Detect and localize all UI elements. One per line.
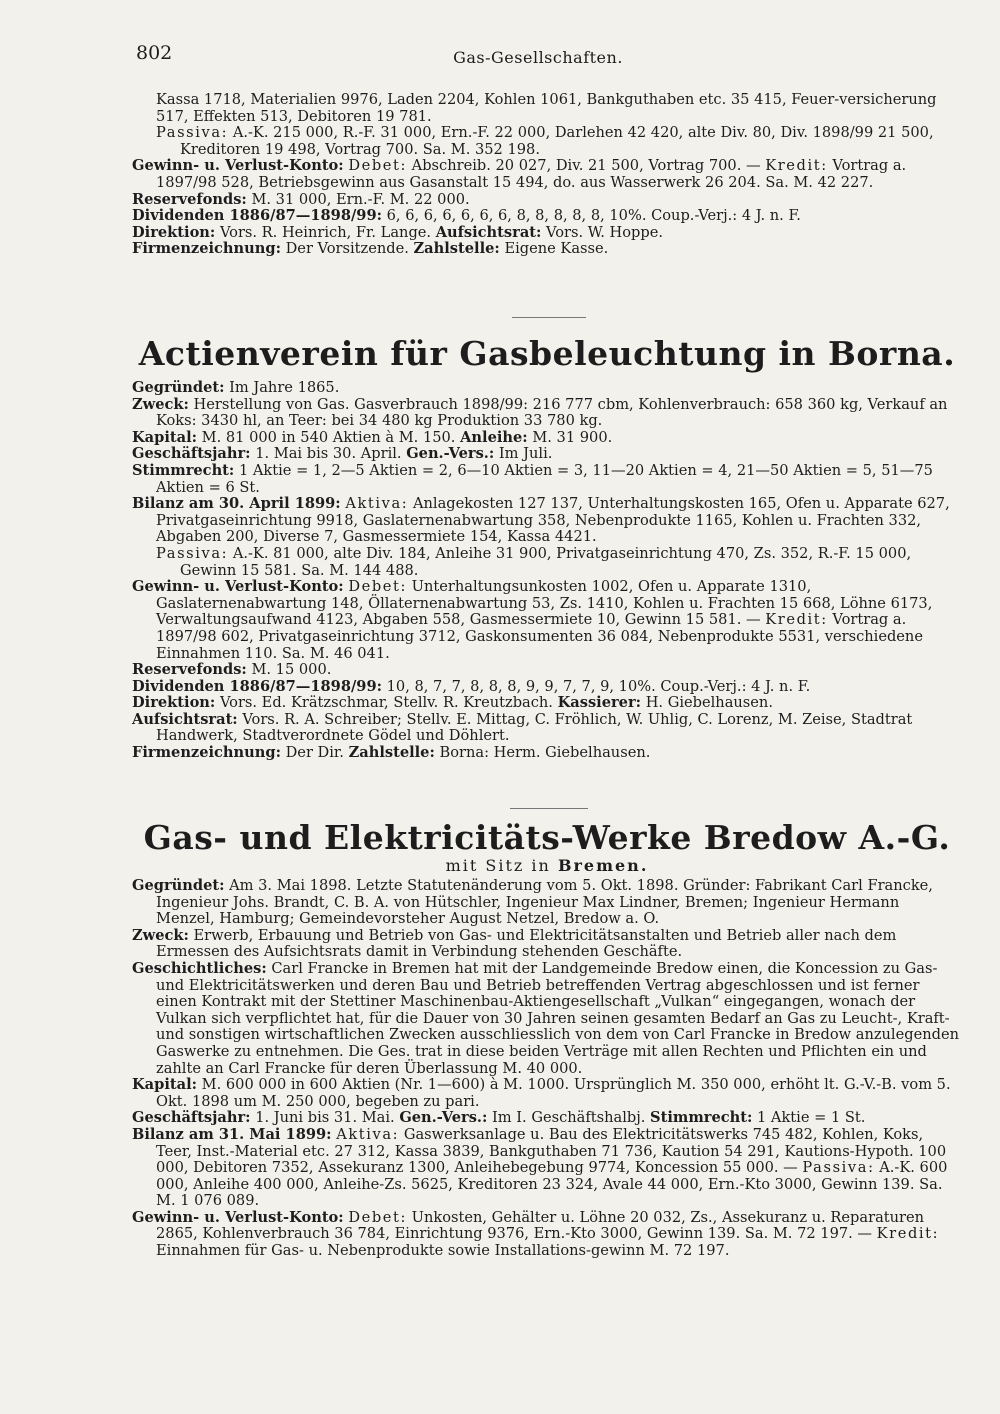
previous-entry (132, 92, 962, 258)
bredow-gegruendet: Gegründet: Am 3. Mai 1898. Letzte Statutenänderung vom 5. Okt. 1898. Gründer: Fabrikant Carl Francke, Ingenieur Johs. Brandt, C. B. A. von Hütschler, Ingenieur Max Lindner, Bremen; Ingenieur Hermann Menzel, Hamburg; Gemeindevorsteher August Netzel, Bredow a. O. (132, 877, 933, 928)
borna-zweck: Zweck: Herstellung von Gas. Gasverbrauch 1898/99: 216 777 cbm, Kohlenverbrauch: 658 360 kg, Verkauf an Koks: 3430 hl, an Teer: bei 34 480 kg Produktion 33 780 kg. (132, 395, 948, 430)
borna-aufsichtsrat: Aufsichtsrat: Vors. R. A. Schreiber; Stellv. E. Mittag, C. Fröhlich, W. Uhlig, C. Lorenz, M. Zeise, Stadtrat Handwerk, Stadtverordnete Gödel und Döhlert. (132, 710, 913, 745)
borna-entry (132, 380, 962, 762)
borna-title: Actienverein für Gasbeleuchtung in Borna. (138, 334, 956, 373)
borna-bilanz: Bilanz am 30. April 1899: Aktiva: Anlagekosten 127 137, Unterhaltungskosten 165, Ofen u. Apparate 627, Privatgaseinrichtung 9918, Gaslaternenabwartung 358, Nebenprodukte 1165, Kohlen u. Frachten 332, Abgaben 200, Diverse 7, Gasmessermiete 154, Kassa 4421. (132, 495, 950, 546)
running-head: Gas-Gesellschaften. (453, 48, 623, 67)
kassa-line: Kassa 1718, Materialien 9976, Laden 2204, Kohlen 1061, Bankguthaben etc. 35 415, Feuer-versicherung 517, Effekten 513, Debitoren 19 781. (156, 91, 937, 125)
borna-gegruendet: Gegründet: Im Jahre 1865. (132, 379, 340, 396)
page-header (136, 42, 940, 68)
page-number: 802 (136, 42, 173, 64)
guv-line: Gewinn- u. Verlust-Konto: Debet: Abschreib. 20 027, Div. 21 500, Vortrag 700. — Kredit: Vortrag a. 1897/98 528, Betriebsgewinn aus Gasanstalt 15 494, do. aus Wasserwerk 26 204. Sa. M. 42 227. (132, 157, 907, 191)
passiva-line: Passiva: A.-K. 215 000, R.-F. 31 000, Ern.-F. 22 000, Darlehen 42 420, alte Div. 80, Div. 1898/99 21 500, Kreditoren 19 498, Vortrag 700. Sa. M. 352 198. (156, 124, 934, 158)
separator-rule (510, 808, 588, 809)
borna-guv: Gewinn- u. Verlust-Konto: Debet: Unterhaltungsunkosten 1002, Ofen u. Apparate 1310, Gaslaternenabwartung 148, Öllaternenabwartung 53, Zs. 1410, Kohlen u. Frachten 15 668, Löhne 6173, Verwaltungsaufwand 4123, Abgaben 558, Gasmessermiete 10, Gewinn 15 581. — Kredit: Vortrag a. 1897/98 602, Privatgaseinrichtung 3712, Gaskonsumenten 36 084, Nebenprodukte 5531, verschiedene Einnahmen 110. Sa. M. 46 041. (132, 578, 933, 662)
bredow-zweck: Zweck: Erwerb, Erbauung und Betrieb von Gas- und Elektricitätsanstalten und Betrieb aller nach dem Ermessen des Aufsichtsrats damit in Verbindung stehenden Geschäfte. (132, 926, 897, 961)
bredow-guv: Gewinn- u. Verlust-Konto: Debet: Unkosten, Gehälter u. Löhne 20 032, Zs., Assekuranz u. Reparaturen 2865, Kohlenverbrauch 36 784, Einrichtung 9376, Ern.-Kto 3000, Gewinn 139. Sa. M. 72 197. — Kredit: Einnahmen für Gas- u. Nebenprodukte sowie Installations-gewinn M. 72 197. (132, 1208, 940, 1260)
reservefonds-line: Reservefonds: M. 31 000, Ern.-F. M. 22 000. (132, 190, 470, 208)
bredow-entry (132, 878, 962, 1260)
bredow-bilanz: Bilanz am 31. Mai 1899: Aktiva: Gaswerksanlage u. Bau des Elektricitätswerks 745 482, Kohlen, Koks, Teer, Inst.-Material etc. 27 312, Kassa 3839, Bankguthaben 71 736, Kaution 54 291, Kautions-Hypoth. 100 000, Debitoren 7352, Assekuranz 1300, Anleihebegebung 9774, Koncession 55 000. — Passiva: A.-K. 600 000, Anleihe 400 000, Anleihe-Zs. 5625, Kreditoren 23 324, Avale 44 000, Ern.-Kto 3000, Gewinn 139. Sa. M. 1 076 089. (132, 1125, 948, 1210)
borna-firmenzeichnung: Firmenzeichnung: Der Dir. Zahlstelle: Borna: Herm. Giebelhausen. (132, 744, 651, 762)
borna-geschaeftsjahr: Geschäftsjahr: 1. Mai bis 30. April. Gen.-Vers.: Im Juli. (132, 445, 553, 463)
bredow-subtitle: mit Sitz in Bremen. (445, 856, 649, 875)
bredow-geschichtliches: Geschichtliches: Carl Francke in Bremen hat mit der Landgemeinde Bredow einen, die Koncession zu Gas- und Elektricitätswerken und deren Bau und Betrieb betreffenden Vertrag abgeschlossen und ist ferner einen Kontrakt mit der Stettiner Maschinenbau-Aktiengesellschaft „Vulkan“ eingegangen, wonach der Vulkan sich verpflichtet hat, für die Dauer von 30 Jahren seinen gesamten Bedarf an Gas zu Leucht-, Kraft- und sonstigen wirtschaftlichen Zwecken ausschliesslich von dem von Carl Francke in Bredow anzulegenden Gaswerke zu entnehmen. Die Ges. trat in diese beiden Verträge mit allen Rechten und Pflichten ein und zahlte an Carl Francke für deren Überlassung M. 40 000. (132, 959, 959, 1077)
borna-dividenden: Dividenden 1886/87—1898/99: 10, 8, 7, 7, 8, 8, 8, 9, 9, 7, 7, 9, 10%. Coup.-Verj.: 4 J. n. F. (132, 677, 811, 695)
firmenzeichnung-line: Firmenzeichnung: Der Vorsitzende. Zahlstelle: Eigene Kasse. (132, 240, 609, 258)
bredow-kapital: Kapital: M. 600 000 in 600 Aktien (Nr. 1—600) à M. 1000. Ursprünglich M. 350 000, erhöht lt. G.-V.-B. vom 5. Okt. 1898 um M. 250 000, begeben zu pari. (132, 1076, 951, 1110)
borna-direktion: Direktion: Vors. Ed. Krätzschmar, Stellv. R. Kreutzbach. Kassierer: H. Giebelhausen. (132, 694, 773, 712)
direktion-line: Direktion: Vors. R. Heinrich, Fr. Lange. Aufsichtsrat: Vors. W. Hoppe. (132, 223, 663, 241)
bredow-title: Gas- und Elektricitäts-Werke Bredow A.-G. (143, 818, 951, 857)
borna-kapital: Kapital: M. 81 000 in 540 Aktien à M. 150. Anleihe: M. 31 900. (132, 428, 613, 446)
separator-rule (512, 317, 586, 318)
borna-stimmrecht: Stimmrecht: 1 Aktie = 1, 2—5 Aktien = 2, 6—10 Aktien = 3, 11—20 Aktien = 4, 21—50 Aktien = 5, 51—75 Aktien = 6 St. (132, 461, 933, 496)
borna-passiva: Passiva: A.-K. 81 000, alte Div. 184, Anleihe 31 900, Privatgaseinrichtung 470, Zs. 352, R.-F. 15 000, Gewinn 15 581. Sa. M. 144 488. (156, 544, 912, 579)
bredow-geschaeftsjahr: Geschäftsjahr: 1. Juni bis 31. Mai. Gen.-Vers.: Im I. Geschäftshalbj. Stimmrecht: 1 Aktie = 1 St. (132, 1109, 866, 1127)
dividenden-line: Dividenden 1886/87—1898/99: 6, 6, 6, 6, 6, 6, 6, 8, 8, 8, 8, 8, 10%. Coup.-Verj.: 4 J. n. F. (132, 207, 801, 225)
borna-reservefonds: Reservefonds: M. 15 000. (132, 661, 332, 679)
